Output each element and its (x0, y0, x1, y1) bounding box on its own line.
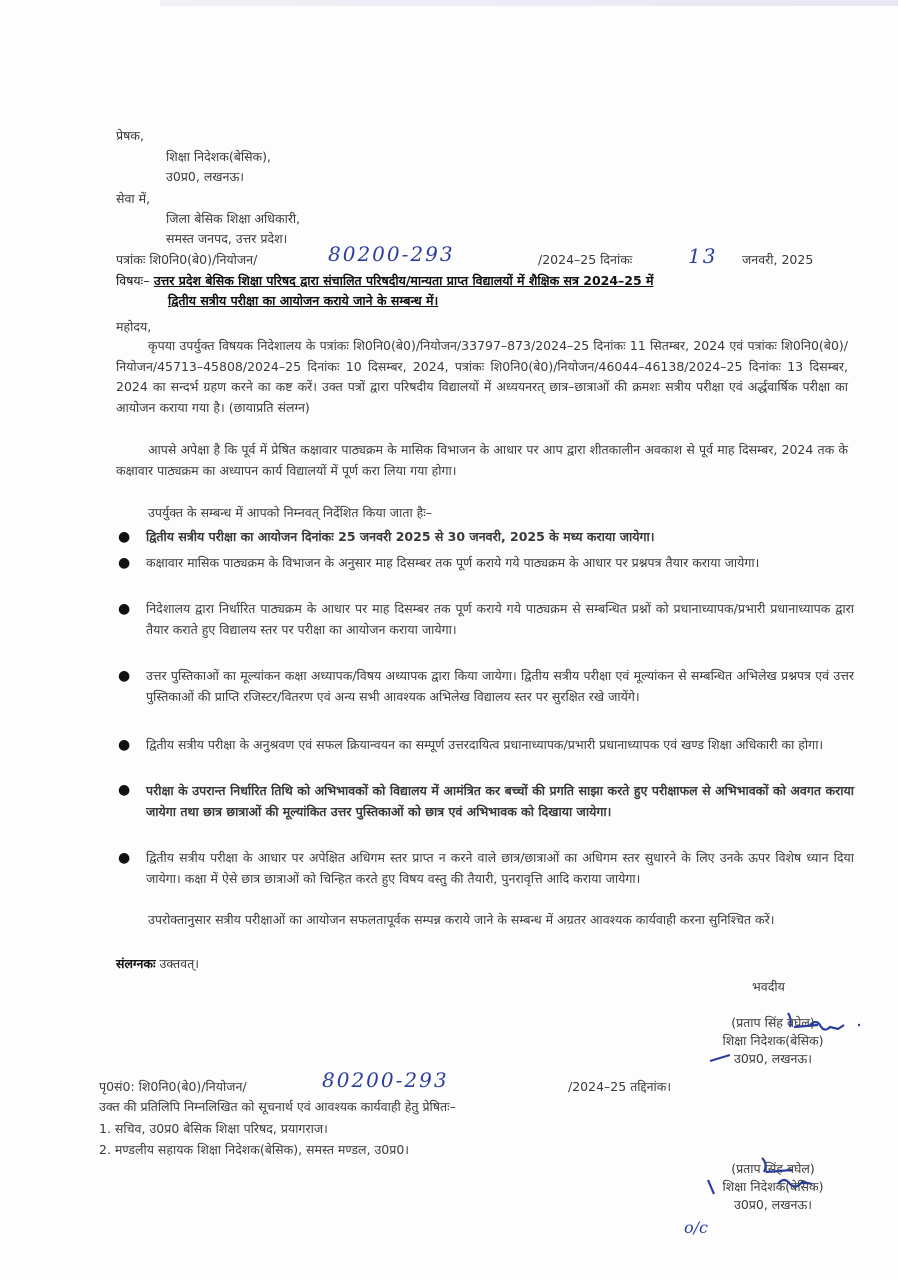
recipient-place: समस्त जनपद, उत्तर प्रदेश। (166, 231, 288, 246)
paragraph-closing-instruction: उपरोक्तानुसार सत्रीय परीक्षाओं का आयोजन सफलतापूर्वक सम्पन्न कराये जाने के सम्बन्ध में अग्रतर आवश्यक कार्यवाही करना सुनिश्चित करें। (148, 912, 775, 927)
instruction-text: द्वितीय सत्रीय परीक्षा का आयोजन दिनांकः 25 जनवरी 2025 से 30 जनवरी, 2025 के मध्य कराया जायेगा। (146, 529, 655, 544)
instruction-item (116, 848, 854, 889)
sender-place: उ0प्र0, लखनऊ। (166, 169, 245, 184)
subject (116, 271, 856, 311)
reference-suffix: /2024–25 दिनांकः (538, 252, 633, 267)
signatory-name: (प्रताप सिंह बघेल) (731, 1015, 815, 1030)
endorsement-intro: उक्त की प्रतिलिपि निम्नलिखित को सूचनार्थ एवं आवश्यक कार्यवाही हेतु प्रेषितः– (99, 1099, 456, 1114)
bullet-icon: ● (118, 601, 131, 617)
instruction-text: कक्षावार मासिक पाठ्यक्रम के विभाजन के अनुसार माह दिसम्बर तक पूर्ण कराये गये पाठ्यक्रम के आधार पर प्रश्नपत्र तैयार कराया जायेगा। (146, 555, 760, 570)
bullet-icon: ● (118, 668, 131, 684)
closing-yours-faithfully: भवदीय (752, 979, 785, 994)
scan-edge-shadow (160, 0, 898, 6)
endorsement-reference-suffix: /2024–25 तद्दिनांक। (568, 1079, 672, 1094)
subject-line-1: उत्तर प्रदेश बेसिक शिक्षा परिषद द्वारा संचालित परिषदीय/मान्यता प्राप्त विद्यालयों में शैक्षिक सत्र 2024–25 में (153, 273, 654, 288)
bullet-icon: ● (118, 850, 131, 866)
sender-label: प्रेषक, (116, 128, 144, 143)
instruction-text: परीक्षा के उपरान्त निर्धारित तिथि को अभिभावकों को विद्यालय में आमंत्रित कर बच्चों की प्रगति साझा करते हुए परीक्षाफल से अभिभावकों को अवगत कराया जायेगा तथा छात्र छात्राओं की मूल्यांकित उत्तर पुस्तिकाओं को छात्र एवं अभिभावक को दिखाया जायेगा। (146, 783, 854, 819)
subject-line-2: द्वितीय सत्रीय परीक्षा का आयोजन कराये जाने के सम्बन्ध में। (168, 293, 439, 308)
subject-label: विषयः– (116, 273, 150, 288)
endorsement-signatory-name: (प्रताप सिंह बघेल) (731, 1161, 815, 1176)
enclosure (116, 955, 199, 973)
bullet-icon: ● (118, 555, 131, 571)
signatory-title: शिक्षा निदेशक(बेसिक) (722, 1033, 824, 1048)
handwritten-reference-number: 80200-293 (328, 242, 455, 266)
instruction-item (116, 599, 854, 640)
bullet-icon: ● (118, 782, 131, 798)
salutation: महोदय, (116, 319, 152, 334)
instruction-text: निदेशालय द्वारा निर्धारित पाठ्यक्रम के आधार पर माह दिसम्बर तक पूर्ण कराये गये पाठ्यक्रम से सम्बन्धित प्रश्नों को प्रधानाध्यापक/प्रभारी प्रधानाध्यापक द्वारा तैयार कराते हुए विद्यालय स्तर पर परीक्षा का आयोजन कराया जायेगा। (146, 601, 854, 637)
endorsement-signatory-place: उ0प्र0, लखनऊ। (733, 1197, 812, 1212)
sender-name: शिक्षा निदेशक(बेसिक), (166, 149, 271, 164)
handwritten-oc-note: o/c (684, 1218, 708, 1237)
instruction-item (116, 527, 854, 548)
endorsement-recipient: 2. मण्डलीय सहायक शिक्षा निदेशक(बेसिक), समस्त मण्डल, उ0प्र0। (99, 1142, 410, 1157)
recipient-label: सेवा में, (116, 191, 151, 206)
enclosure-label: संलग्नकः (116, 956, 156, 971)
endorsement-handwritten-signature-icon (700, 1150, 860, 1210)
date-month-year: जनवरी, 2025 (742, 252, 814, 267)
handwritten-signature-icon (690, 1005, 870, 1065)
bullet-icon: ● (118, 737, 131, 753)
instruction-item (116, 666, 854, 707)
paragraph-references: कृपया उपर्युक्त विषयक निदेशालय के पत्रांकः शि0नि0(बे0)/नियोजन/33797–873/2024–25 दिनांकः 11 सितम्बर, 2024 एवं पत्रांकः शि0नि0(बे0)/नियोजन/45713–45808/2024–25 दिनांकः 10 दिसम्बर, 2024, पत्रांकः शि0नि0(बे0)/नियोजन/46044–46138/2024–25 दिनांकः 13 दिसम्बर, 2024 का सन्दर्भ ग्रहण करने का कष्ट करें। उक्त पत्रों द्वारा परिषदीय विद्यालयों में अध्ययनरत् छात्र–छात्राओं की क्रमशः सत्रीय परीक्षा एवं अर्द्धवार्षिक परीक्षा का आयोजन कराया गया है। (छायाप्रति संलग्न) (116, 338, 848, 415)
instruction-item (116, 553, 854, 574)
endorsement-handwritten-number: 80200-293 (322, 1068, 449, 1092)
instruction-item (116, 780, 854, 822)
instruction-text: उत्तर पुस्तिकाओं का मूल्यांकन कक्षा अध्यापक/विषय अध्यापक द्वारा किया जायेगा। द्वितीय सत्रीय परीक्षा एवं मूल्यांकन से सम्बन्धित अभिलेख प्रश्नपत्र एवं उत्तर पुस्तिकाओं की प्राप्ति रजिस्टर/वितरण एवं अन्य सभी आवश्यक अभिलेख विद्यालय स्तर पर सुरक्षित रखे जायेंगे। (146, 668, 854, 704)
instruction-text: द्वितीय सत्रीय परीक्षा के अनुश्रवण एवं सफल क्रियान्वयन का सम्पूर्ण उत्तरदायित्व प्रधानाध्यापक/प्रभारी प्रधानाध्यापक एवं खण्ड शिक्षा अधिकारी का होगा। (146, 737, 824, 752)
reference-prefix: पत्रांकः शि0नि0(बे0)/नियोजन/ (116, 252, 258, 267)
endorsement-reference-prefix: पृ0सं0: शि0नि0(बे0)/नियोजन/ (99, 1079, 247, 1094)
handwritten-date-day: 13 (688, 244, 718, 268)
endorsement-recipient: 1. सचिव, उ0प्र0 बेसिक शिक्षा परिषद, प्रयागराज। (99, 1121, 328, 1136)
paragraph-directions-intro: उपर्युक्त के सम्बन्ध में आपको निम्नवत् निर्देशित किया जाता हैः– (148, 505, 433, 520)
enclosure-value: उक्तवत्। (159, 956, 199, 971)
recipient-name: जिला बेसिक शिक्षा अधिकारी, (166, 211, 301, 226)
paragraph-expectation: आपसे अपेक्षा है कि पूर्व में प्रेषित कक्षावार पाठ्यक्रम के मासिक विभाजन के आधार पर आप द्वारा शीतकालीन अवकाश से पूर्व माह दिसम्बर, 2024 तक के कक्षावार पाठ्यक्रम का अध्यापन कार्य विद्यालयों में पूर्ण करा लिया गया होगा। (116, 442, 848, 478)
instruction-text: द्वितीय सत्रीय परीक्षा के आधार पर अपेक्षित अधिगम स्तर प्राप्त न करने वाले छात्र/छात्राओं का अधिगम स्तर सुधारने के लिए उनके ऊपर विशेष ध्यान दिया जायेगा। कक्षा में ऐसे छात्र छात्राओं को चिन्हित करते हुए विषय वस्तु की तैयारी, पुनरावृत्ति आदि कराया जायेगा। (146, 850, 854, 886)
endorsement-signatory-title: शिक्षा निदेशक(बेसिक) (722, 1179, 824, 1194)
signatory-place: उ0प्र0, लखनऊ। (733, 1051, 812, 1066)
bullet-icon: ● (118, 529, 131, 545)
instruction-item (116, 735, 854, 756)
